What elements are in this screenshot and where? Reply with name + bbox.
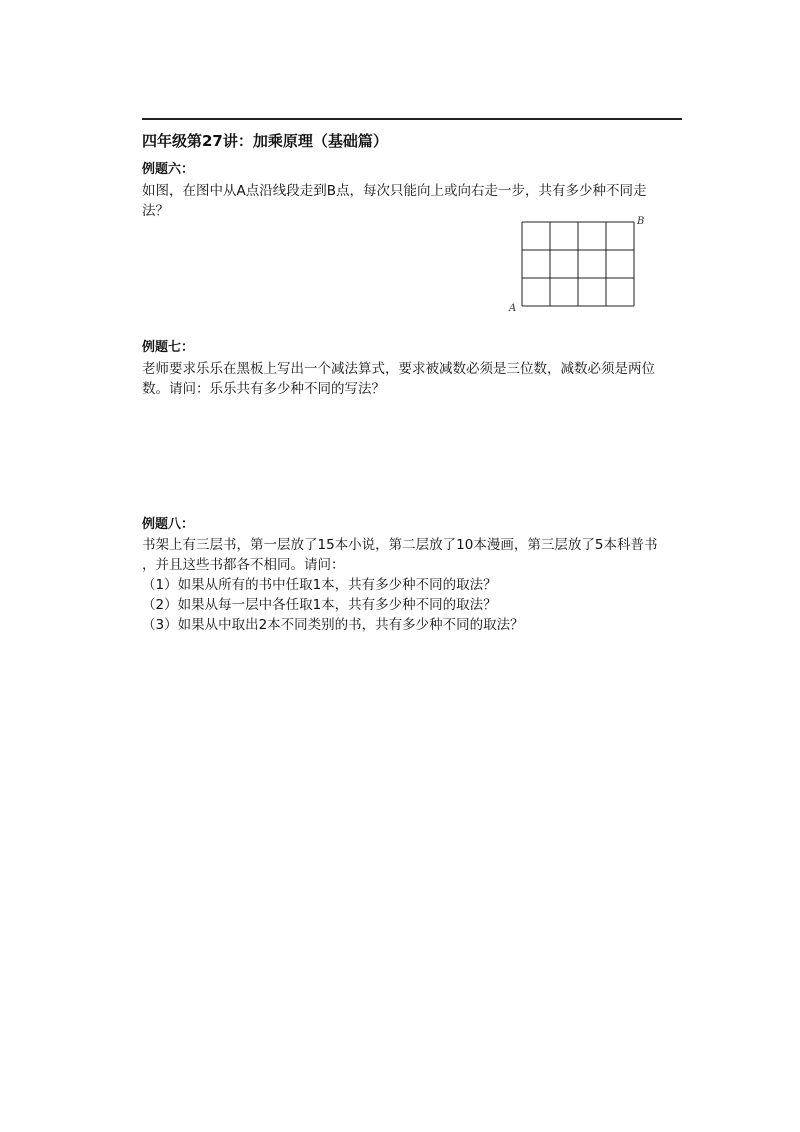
example-6-line-2: 法？: [142, 203, 169, 219]
example-8-line-1: 书架上有三层书，第一层放了15本小说，第二层放了10本漫画，第三层放了5本科普书: [142, 537, 658, 553]
point-b-label: B: [637, 216, 645, 227]
grid-lines: [522, 222, 634, 306]
example-7-line-1: 老师要求乐乐在黑板上写出一个减法算式，要求被减数必须是三位数，减数必须是两位: [142, 361, 655, 377]
grid-path-figure: [508, 212, 648, 314]
example-6-line-1: 如图，在图中从A点沿线段走到B点，每次只能向上或向右走一步，共有多少种不同走: [142, 183, 647, 199]
example-8-line-2: ，并且这些书都各不相同。请问：: [142, 557, 345, 573]
header-rule: [142, 118, 682, 120]
example-8-question-2: （2）如果从每一层中各任取1本，共有多少种不同的取法？: [142, 597, 497, 613]
example-7-text: [142, 359, 690, 399]
example-8-heading: 例题八：: [142, 517, 195, 532]
point-a-label: A: [509, 303, 517, 314]
example-8-text: [142, 535, 690, 635]
example-7-line-2: 数。请问：乐乐共有多少种不同的写法？: [142, 381, 385, 397]
example-8-question-3: （3）如果从中取出2本不同类别的书，共有多少种不同的取法？: [142, 617, 524, 633]
example-8-question-1: （1）如果从所有的书中任取1本，共有多少种不同的取法？: [142, 577, 497, 593]
example-7-heading: 例题七：: [142, 340, 195, 355]
example-6-heading: 例题六：: [142, 162, 195, 177]
grid-svg: [508, 212, 648, 314]
document-title: 四年级第27讲：加乘原理（基础篇）: [142, 132, 388, 150]
